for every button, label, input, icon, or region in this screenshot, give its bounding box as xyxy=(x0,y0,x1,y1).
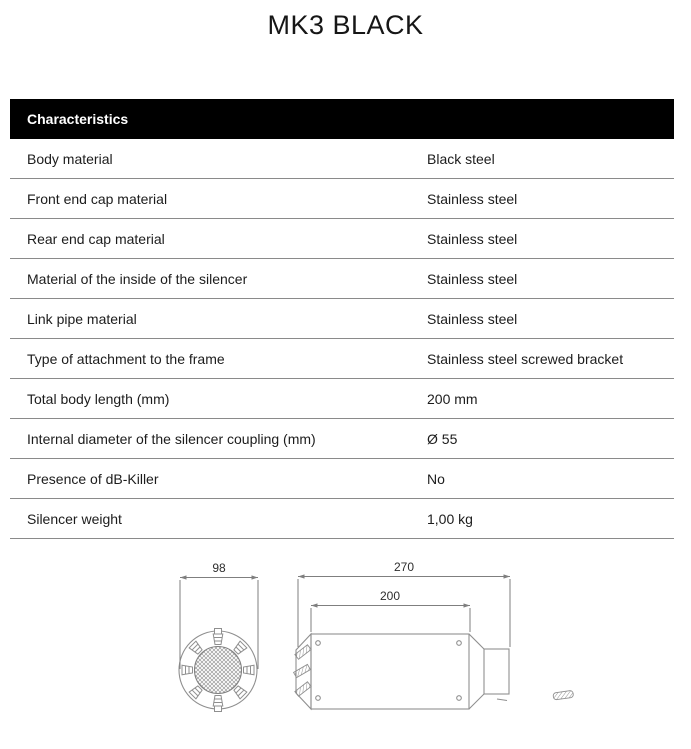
rivet xyxy=(316,696,321,701)
rivet xyxy=(457,696,462,701)
table-row xyxy=(10,379,674,419)
row-value: 200 mm xyxy=(427,390,478,407)
row-value: Stainless steel xyxy=(427,310,518,327)
row-value: Stainless steel xyxy=(427,270,518,287)
rear-cap-slot xyxy=(295,645,311,660)
characteristics-table xyxy=(10,99,674,539)
side-view-total-length-label: 270 xyxy=(393,560,415,574)
row-value: 1,00 kg xyxy=(427,510,473,527)
row-label: Front end cap material xyxy=(27,190,168,207)
row-value: Stainless steel xyxy=(427,190,518,207)
table-row xyxy=(10,179,674,219)
mesh-outlet-circle xyxy=(195,647,242,694)
row-value: Ø 55 xyxy=(427,430,458,447)
dimension-200 xyxy=(311,589,470,632)
table-header-bar xyxy=(10,99,674,139)
table-row xyxy=(10,459,674,499)
row-label: Silencer weight xyxy=(27,510,122,527)
row-label: Total body length (mm) xyxy=(27,390,170,407)
row-value: Stainless steel xyxy=(427,230,518,247)
front-view xyxy=(179,629,257,712)
table-row xyxy=(10,259,674,299)
row-value: No xyxy=(427,470,445,487)
row-label: Type of attachment to the frame xyxy=(27,350,225,367)
table-row xyxy=(10,299,674,339)
outlet-coupling xyxy=(484,649,509,694)
row-value: Black steel xyxy=(427,150,495,167)
side-view xyxy=(294,634,574,709)
rivet xyxy=(316,641,321,646)
row-label: Internal diameter of the silencer coupling (mm) xyxy=(27,430,316,447)
row-value: Stainless steel screwed bracket xyxy=(427,350,624,367)
row-label: Material of the inside of the silencer xyxy=(27,270,248,287)
technical-drawing xyxy=(0,548,691,749)
page-title: MK3 BLACK xyxy=(267,10,424,40)
rear-cap-slot xyxy=(295,682,311,697)
rivet xyxy=(457,641,462,646)
row-label: Presence of dB-Killer xyxy=(27,470,159,487)
table-row xyxy=(10,499,674,539)
mounting-bracket xyxy=(553,690,574,700)
row-label: Rear end cap material xyxy=(27,230,165,247)
table-row xyxy=(10,419,674,459)
row-label: Body material xyxy=(27,150,113,167)
table-row xyxy=(10,339,674,379)
table-row xyxy=(10,219,674,259)
front-view-width-label: 98 xyxy=(212,561,226,575)
table-header-label: Characteristics xyxy=(27,111,129,127)
silencer-body xyxy=(311,634,469,709)
side-view-body-length-label: 200 xyxy=(379,589,401,603)
table-row xyxy=(10,139,674,179)
row-label: Link pipe material xyxy=(27,310,137,327)
